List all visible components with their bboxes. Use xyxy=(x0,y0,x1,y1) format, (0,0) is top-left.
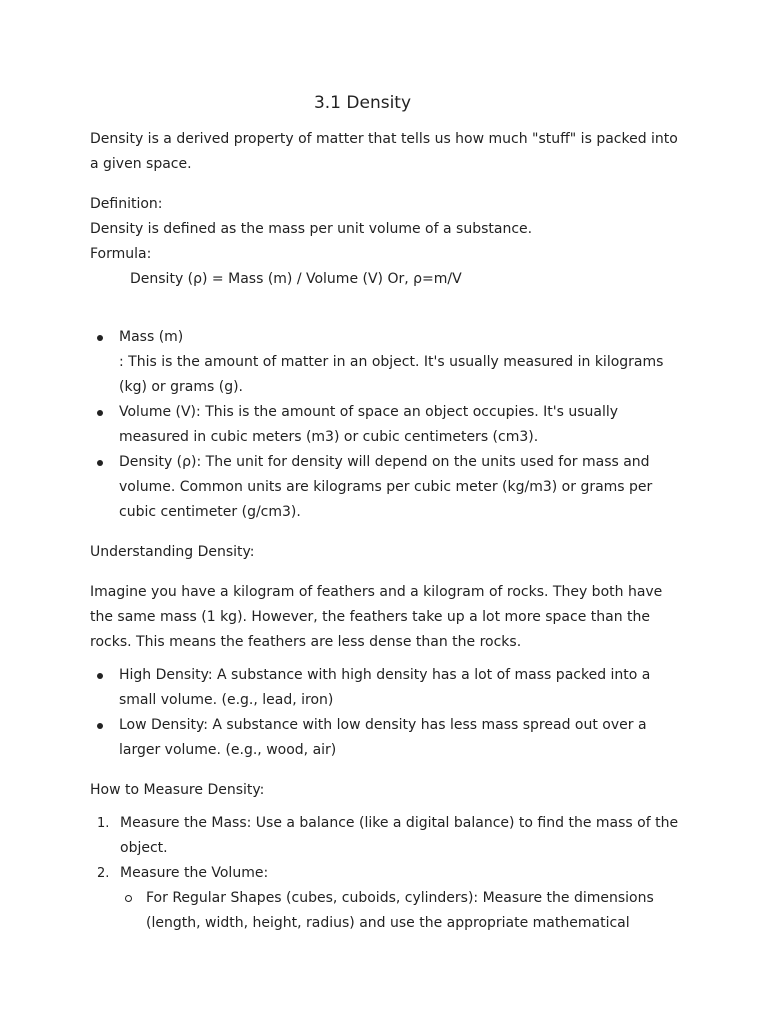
measure-steps-list xyxy=(90,811,680,936)
spacer xyxy=(90,565,680,580)
step-text: Measure the Volume: xyxy=(120,865,269,881)
volume-substeps-list xyxy=(120,886,680,936)
formula-heading: Formula: xyxy=(90,246,152,262)
spacer xyxy=(90,525,680,540)
mass-label: Mass (m) xyxy=(119,329,184,345)
list-item-low-density: Low Density: A substance with low density has less mass spread out over a larger volume. (e.g., wood, air) xyxy=(90,713,680,763)
definition-heading: Definition: xyxy=(90,196,163,212)
step-number: 2. xyxy=(97,866,110,881)
step-number: 1. xyxy=(97,816,110,831)
document-content xyxy=(90,90,680,936)
spacer xyxy=(90,655,680,663)
measure-heading: How to Measure Density: xyxy=(90,782,265,798)
spacer xyxy=(90,763,680,778)
understanding-paragraph: Imagine you have a kilogram of feathers and a kilogram of rocks. They both have the same mass (1 kg). However, the feathers take up a lot more space than the rocks. This means the feathers are less dense than the rocks. xyxy=(90,584,663,650)
list-item-mass xyxy=(90,325,680,400)
intro-paragraph: Density is a derived property of matter that tells us how much "stuff" is packed into a given space. xyxy=(90,131,678,172)
list-item-high-density: High Density: A substance with high density has a lot of mass packed into a small volume. (e.g., lead, iron) xyxy=(90,663,680,713)
step-item xyxy=(90,811,680,861)
list-item-volume: Volume (V): This is the amount of space an object occupies. It's usually measured in cubic meters (m3) or cubic centimeters (cm3). xyxy=(90,400,680,450)
list-item-density: Density (ρ): The unit for density will depend on the units used for mass and volume. Common units are kilograms per cubic meter (kg/m3) or grams per cubic centimeter (g/cm3). xyxy=(90,450,680,525)
definition-text: Density is defined as the mass per unit volume of a substance. xyxy=(90,221,533,237)
step-text: Measure the Mass: Use a balance (like a digital balance) to find the mass of the object. xyxy=(120,815,679,856)
page-title: 3.1 Density xyxy=(313,93,412,113)
understanding-heading: Understanding Density: xyxy=(90,544,255,560)
density-types-list xyxy=(90,663,680,763)
spacer xyxy=(90,803,680,811)
step-item xyxy=(90,861,680,936)
formula-text: Density (ρ) = Mass (m) / Volume (V) Or, ρ=m/V xyxy=(130,271,462,287)
spacer xyxy=(90,292,680,325)
variables-list xyxy=(90,325,680,525)
mass-description: : This is the amount of matter in an object. It's usually measured in kilograms (kg) or grams (g). xyxy=(119,354,664,395)
substep-regular-shapes: For Regular Shapes (cubes, cuboids, cylinders): Measure the dimensions (length, width, height, radius) and use the appropriate mathematical xyxy=(120,886,680,936)
